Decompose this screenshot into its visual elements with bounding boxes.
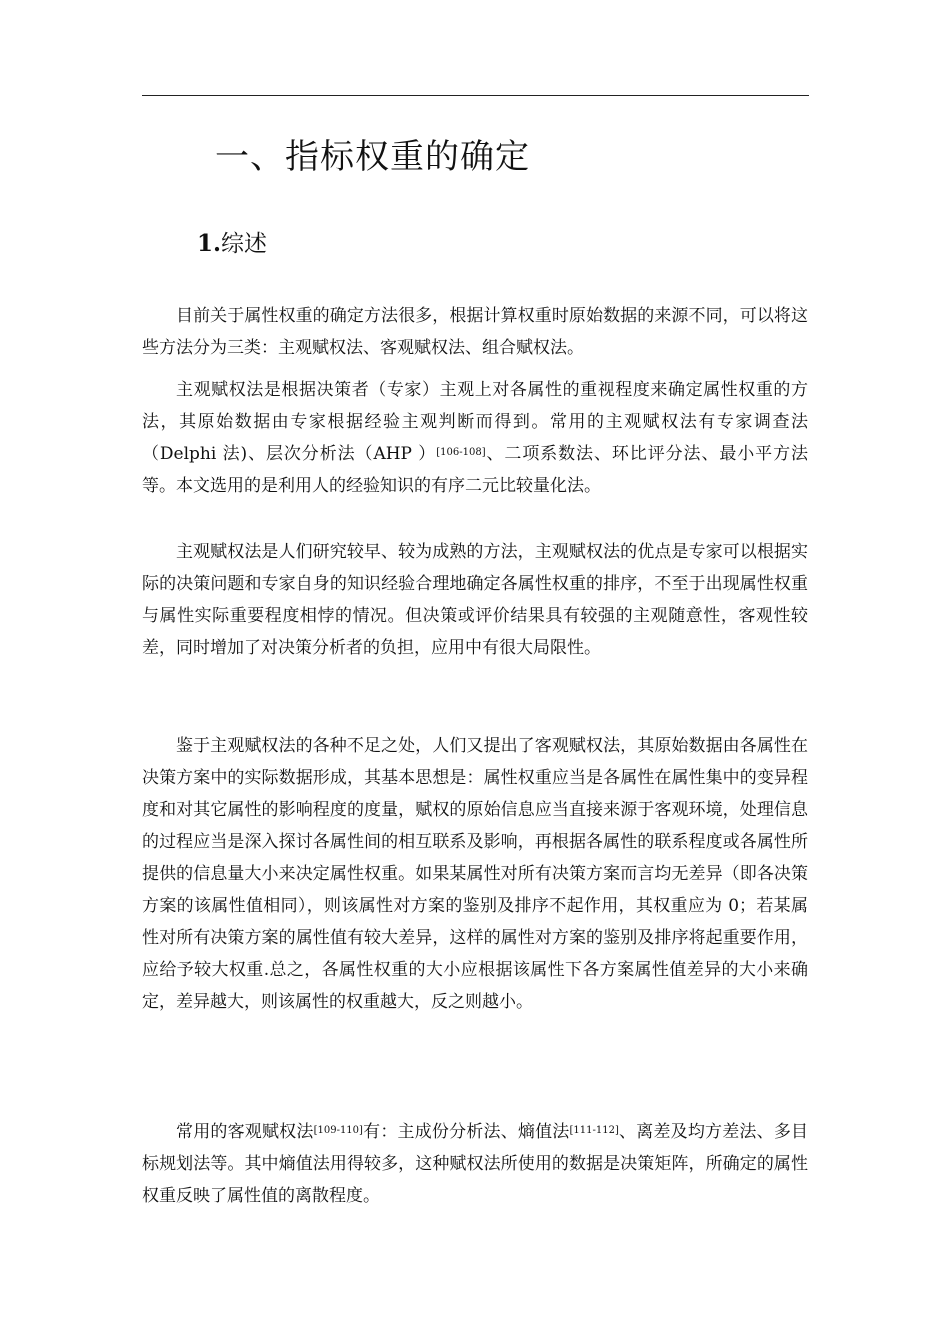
section-heading bbox=[197, 227, 267, 261]
section-title: 综述 bbox=[221, 231, 268, 257]
paragraph-2 bbox=[142, 374, 808, 502]
section-number: 1. bbox=[197, 230, 222, 257]
citation-ref: [111-112] bbox=[569, 1125, 619, 1136]
citation-ref: [109-110] bbox=[313, 1125, 363, 1136]
chapter-heading: 一、指标权重的确定 bbox=[215, 137, 530, 177]
paragraph-1: 目前关于属性权重的确定方法很多，根据计算权重时原始数据的来源不同，可以将这些方法分为三类：主观赋权法、客观赋权法、组合赋权法。 bbox=[142, 306, 808, 358]
header-rule bbox=[142, 95, 809, 96]
paragraph-2-text-a: 主观赋权法是根据决策者（专家）主观上对各属性的重视程度来确定属性权重的方法，其原始数据由专家根据经验主观判断而得到。常用的主观赋权法有专家调查法（Delphi 法)、层次分析法（AHP ） bbox=[142, 380, 808, 464]
paragraph-2-text-b: 、二项系数法、环比评分法、最小平方法等。本文选用的是利用人的经验知识的有序二元比较量化法。 bbox=[142, 444, 808, 496]
paragraph-3: 主观赋权法是人们研究较早、较为成熟的方法，主观赋权法的优点是专家可以根据实际的决策问题和专家自身的知识经验合理地确定各属性权重的排序，不至于出现属性权重与属性实际重要程度相悖的情况。但决策或评价结果具有较强的主观随意性，客观性较差，同时增加了对决策分析者的负担，应用中有很大局限性。 bbox=[142, 542, 808, 658]
paragraph-4: 鉴于主观赋权法的各种不足之处，人们又提出了客观赋权法，其原始数据由各属性在决策方案中的实际数据形成，其基本思想是：属性权重应当是各属性在属性集中的变异程度和对其它属性的影响程度的度量，赋权的原始信息应当直接来源于客观环境，处理信息的过程应当是深入探讨各属性间的相互联系及影响，再根据各属性的联系程度或各属性所提供的信息量大小来决定属性权重。如果某属性对所有决策方案而言均无差异（即各决策方案的该属性值相同），则该属性对方案的鉴别及排序不起作用，其权重应为 0；若某属性对所有决策方案的属性值有较大差异，这样的属性对方案的鉴别及排序将起重要作用，应给予较大权重.总之，各属性权重的大小应根据该属性下各方案属性值差异的大小来确定，差异越大，则该属性的权重越大，反之则越小。 bbox=[142, 736, 808, 1012]
paragraph-5-text-c: 、离差及均方差法、多目标规划法等。其中熵值法用得较多，这种赋权法所使用的数据是决策矩阵，所确定的属性权重反映了属性值的离散程度。 bbox=[142, 1122, 809, 1206]
citation-ref: [106-108] bbox=[436, 447, 486, 458]
paragraph-5-text-a: 常用的客观赋权法 bbox=[176, 1122, 314, 1142]
paragraph-5-text-b: 有：主成份分析法、熵值法 bbox=[362, 1122, 570, 1142]
paragraph-5 bbox=[142, 1116, 808, 1212]
